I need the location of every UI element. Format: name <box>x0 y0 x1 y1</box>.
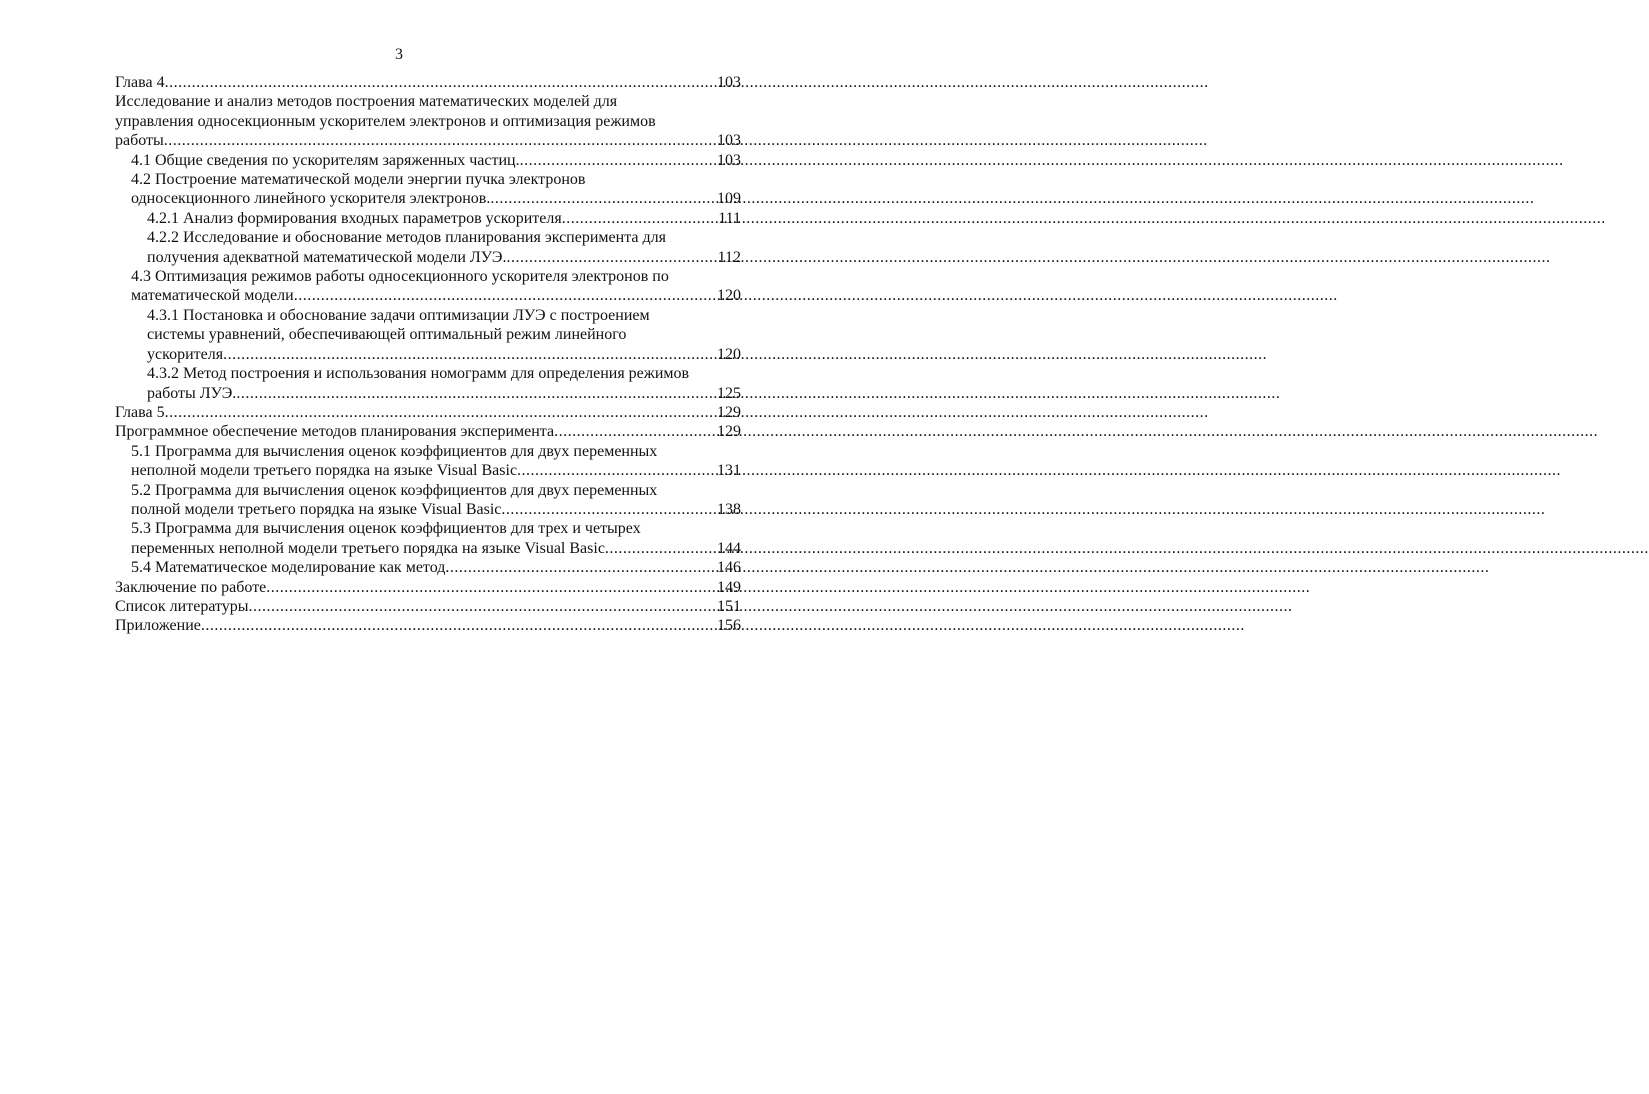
toc-entry-final-line <box>131 461 741 480</box>
toc-entry[interactable] <box>115 578 741 597</box>
dot-leader <box>554 422 716 441</box>
toc-entry-title: ускорителя <box>147 345 224 363</box>
toc-entry[interactable] <box>115 73 741 92</box>
dot-leader <box>490 189 716 208</box>
toc-entry-final-line <box>131 189 741 208</box>
dot-leader <box>562 209 717 228</box>
toc-page-number: 103 <box>717 132 741 150</box>
toc-page-number: 103 <box>717 74 741 91</box>
toc-entry[interactable] <box>115 306 741 364</box>
toc-entry-title-line: Исследование и анализ методов построения математических моделей для <box>115 93 618 111</box>
toc-entry-final-line <box>147 345 741 364</box>
toc-entry[interactable] <box>115 422 741 441</box>
toc-entry-title: неполной модели третьего порядка на языке Visual Basic <box>131 462 518 480</box>
toc-entry-final-line <box>147 248 741 267</box>
toc-entry-title: математической модели <box>131 287 294 305</box>
toc-entry-title: полной модели третьего порядка на языке Visual Basic <box>131 500 502 518</box>
toc-entry-title-line: 4.2.2 Исследование и обоснование методов планирования эксперимента для <box>147 229 666 247</box>
toc-entry-final-line <box>115 131 741 150</box>
toc-entry-title: Программное обеспечение методов планирования эксперимента <box>115 423 555 441</box>
table-of-contents <box>115 73 741 636</box>
toc-entry[interactable] <box>115 616 741 635</box>
toc-entry-final-line <box>131 539 741 558</box>
toc-entry-title-line: 5.3 Программа для вычисления оценок коэффициентов для трех и четырех <box>131 520 641 538</box>
toc-entry-title-line: 4.3 Оптимизация режимов работы односекционного ускорителя электронов по <box>131 268 669 286</box>
dot-leader <box>605 539 716 558</box>
toc-entry[interactable] <box>115 151 741 170</box>
dot-leader <box>201 616 716 635</box>
toc-entry-title: получения адекватной математической модели ЛУЭ. <box>147 248 507 266</box>
toc-entry-title-line: 5.2 Программа для вычисления оценок коэффициентов для двух переменных <box>131 481 658 499</box>
dot-leader <box>165 403 716 422</box>
toc-page-number: 103 <box>717 151 741 169</box>
toc-page-number: 120 <box>717 287 741 305</box>
toc-entry-title-line: 4.3.1 Постановка и обоснование задачи оптимизации ЛУЭ с построением <box>147 306 650 324</box>
dot-leader <box>501 500 716 519</box>
toc-entry-title: 4.1 Общие сведения по ускорителям заряженных частиц. <box>131 151 520 169</box>
dot-leader <box>517 461 716 480</box>
toc-entry-final-line <box>115 616 741 635</box>
toc-entry-title: Глава 5 <box>115 403 165 421</box>
toc-entry-title: Глава 4 <box>115 74 165 91</box>
toc-entry[interactable] <box>115 92 741 150</box>
toc-entry-title: 4.2.1 Анализ формирования входных параметров ускорителя <box>147 209 562 227</box>
dot-leader <box>236 384 716 403</box>
toc-page-number: 151 <box>717 597 741 615</box>
toc-entry-final-line <box>131 500 741 519</box>
toc-entry-final-line <box>147 209 741 228</box>
toc-entry-title: односекционного линейного ускорителя электронов. <box>131 190 491 208</box>
toc-entry-final-line <box>115 597 741 616</box>
toc-entry-title: 5.4 Математическое моделирование как метод <box>131 559 446 577</box>
toc-page-number: 156 <box>717 617 741 635</box>
toc-entry-final-line <box>115 578 741 597</box>
toc-page-number: 138 <box>717 500 741 518</box>
dot-leader <box>165 73 716 92</box>
toc-page-number: 131 <box>717 462 741 480</box>
toc-page-number: 146 <box>717 559 741 577</box>
toc-entry-title: Заключение по работе <box>115 578 267 596</box>
toc-entry[interactable] <box>115 364 741 403</box>
toc-page-number: 125 <box>717 384 741 402</box>
toc-entry[interactable] <box>115 481 741 520</box>
dot-leader <box>520 151 716 170</box>
toc-entry-title: работы ЛУЭ. <box>147 384 237 402</box>
dot-leader <box>249 597 716 616</box>
dot-leader <box>266 578 716 597</box>
toc-entry-title-line: 4.2 Построение математической модели энергии пучка электронов <box>131 171 586 189</box>
toc-page-number: 112 <box>717 248 741 266</box>
toc-entry-final-line <box>115 403 741 422</box>
toc-entry-title-line: 4.3.2 Метод построения и использования номограмм для определения режимов <box>147 365 690 383</box>
toc-entry-title-line: управления односекционным ускорителем электронов и оптимизация режимов <box>115 112 656 130</box>
toc-entry-final-line <box>131 286 741 305</box>
toc-entry[interactable] <box>115 170 741 209</box>
toc-entry[interactable] <box>115 597 741 616</box>
toc-page-number: 111 <box>718 209 741 227</box>
toc-entry[interactable] <box>115 442 741 481</box>
toc-entry-final-line <box>147 384 741 403</box>
toc-entry-title-line: системы уравнений, обеспечивающей оптимальный режим линейного <box>147 326 627 344</box>
toc-page-number: 109 <box>717 190 741 208</box>
document-page <box>0 0 798 1094</box>
toc-entry-title: работы <box>115 132 164 150</box>
dot-leader <box>445 558 716 577</box>
toc-page-number: 129 <box>717 423 741 441</box>
dot-leader <box>294 286 716 305</box>
toc-entry-title-line: 5.1 Программа для вычисления оценок коэффициентов для двух переменных <box>131 442 658 460</box>
toc-page-number: 129 <box>717 403 741 421</box>
toc-entry[interactable] <box>115 558 741 577</box>
toc-page-number: 149 <box>717 578 741 596</box>
toc-entry-final-line <box>131 558 741 577</box>
toc-entry-title: Приложение <box>115 617 201 635</box>
toc-entry-final-line <box>115 73 741 92</box>
page-number: 3 <box>395 46 403 63</box>
toc-page-number: 144 <box>717 539 741 557</box>
toc-entry-final-line <box>131 151 741 170</box>
toc-entry[interactable] <box>115 209 741 228</box>
toc-entry[interactable] <box>115 267 741 306</box>
toc-entry[interactable] <box>115 228 741 267</box>
dot-leader <box>164 131 716 150</box>
toc-entry-title: Список литературы <box>115 597 249 615</box>
dot-leader <box>506 248 716 267</box>
toc-page-number: 120 <box>717 345 741 363</box>
toc-entry-final-line <box>115 422 741 441</box>
dot-leader <box>223 345 716 364</box>
toc-entry-title: переменных неполной модели третьего порядка на языке Visual Basic <box>131 539 605 557</box>
toc-entry[interactable] <box>115 403 741 422</box>
toc-entry[interactable] <box>115 519 741 558</box>
